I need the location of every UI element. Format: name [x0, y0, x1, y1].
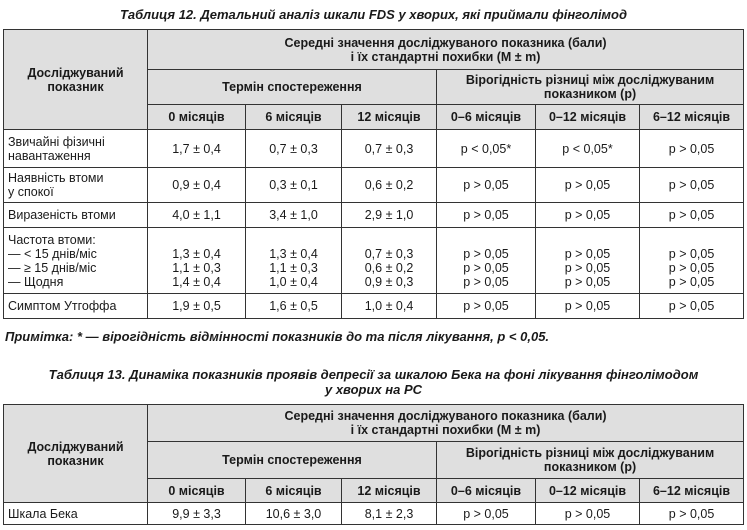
- table-row: [4, 203, 744, 228]
- row-label: Наявність втоми у спокої: [4, 168, 148, 203]
- cell-value: 1,3 ± 0,4 1,1 ± 0,3 1,0 ± 0,4: [246, 228, 342, 294]
- table13: [3, 404, 744, 525]
- table12: [3, 29, 744, 319]
- cell-value: 1,6 ± 0,5: [246, 294, 342, 319]
- cell-value: 0,6 ± 0,2: [342, 168, 437, 203]
- param-header: Досліджуваний показник: [4, 405, 148, 503]
- cell-value: 1,0 ± 0,4: [342, 294, 437, 319]
- cell-value: 8,1 ± 2,3: [342, 503, 437, 525]
- table-row: [4, 168, 744, 203]
- cell-value: 0,7 ± 0,3 0,6 ± 0,2 0,9 ± 0,3: [342, 228, 437, 294]
- row-label: Частота втоми: — < 15 днів/міс — ≥ 15 днів/міс — Щодня: [4, 228, 148, 294]
- cell-value: 0,3 ± 0,1: [246, 168, 342, 203]
- cell-value: p > 0,05: [640, 294, 744, 319]
- cell-value: p < 0,05*: [437, 130, 536, 168]
- col-header: 12 місяців: [342, 105, 437, 130]
- col-header: 12 місяців: [342, 479, 437, 503]
- mean-header: Середні значення досліджуваного показника (бали) і їх стандартні похибки (M ± m): [148, 30, 744, 70]
- cell-value: 4,0 ± 1,1: [148, 203, 246, 228]
- cell-value: p > 0,05: [536, 203, 640, 228]
- cell-value: 1,9 ± 0,5: [148, 294, 246, 319]
- param-header: Досліджуваний показник: [4, 30, 148, 130]
- table13-caption: Таблиця 13. Динаміка показників проявів депресії за шкалою Бека на фоні лікування фінголімодом у хворих на РС: [48, 367, 699, 397]
- cell-value: 1,7 ± 0,4: [148, 130, 246, 168]
- cell-value: p > 0,05: [437, 294, 536, 319]
- cell-value: 0,7 ± 0,3: [246, 130, 342, 168]
- cell-value: p > 0,05: [640, 503, 744, 525]
- cell-value: 0,9 ± 0,4: [148, 168, 246, 203]
- cell-value: p > 0,05: [640, 168, 744, 203]
- row-label: Симптом Утгоффа: [4, 294, 148, 319]
- cell-value: p > 0,05: [536, 503, 640, 525]
- cell-value: 10,6 ± 3,0: [246, 503, 342, 525]
- cell-value: 0,7 ± 0,3: [342, 130, 437, 168]
- cell-value: p > 0,05 p > 0,05 p > 0,05: [437, 228, 536, 294]
- row-label: Виразеність втоми: [4, 203, 148, 228]
- cell-value: 9,9 ± 3,3: [148, 503, 246, 525]
- col-header: 0 місяців: [148, 479, 246, 503]
- col-header: 0–6 місяців: [437, 479, 536, 503]
- col-header: 6 місяців: [246, 479, 342, 503]
- table-row: [4, 294, 744, 319]
- cell-value: p < 0,05*: [536, 130, 640, 168]
- cell-value: p > 0,05: [640, 203, 744, 228]
- cell-value: 3,4 ± 1,0: [246, 203, 342, 228]
- table-row: [4, 228, 744, 294]
- row-label: Звичайні фізичні навантаження: [4, 130, 148, 168]
- col-header: 0–12 місяців: [536, 479, 640, 503]
- term-header: Термін спостереження: [148, 442, 437, 479]
- cell-value: p > 0,05: [437, 168, 536, 203]
- col-header: 6 місяців: [246, 105, 342, 130]
- cell-value: 2,9 ± 1,0: [342, 203, 437, 228]
- col-header: 6–12 місяців: [640, 479, 744, 503]
- col-header: 0 місяців: [148, 105, 246, 130]
- table12-note: Примітка: * — вірогідність відмінності показників до та після лікування, p < 0,05.: [5, 329, 550, 344]
- mean-header: Середні значення досліджуваного показника (бали) і їх стандартні похибки (M ± m): [148, 405, 744, 442]
- table-row: [4, 503, 744, 525]
- table12-caption: Таблиця 12. Детальний аналіз шкали FDS у хворих, які приймали фінголімод: [119, 7, 628, 22]
- row-label: Шкала Бека: [4, 503, 148, 525]
- term-header: Термін спостереження: [148, 70, 437, 105]
- cell-value: p > 0,05: [536, 168, 640, 203]
- prob-header: Вірогідність різниці між досліджуваним показником (p): [437, 442, 744, 479]
- col-header: 6–12 місяців: [640, 105, 744, 130]
- col-header: 0–6 місяців: [437, 105, 536, 130]
- prob-header: Вірогідність різниці між досліджуваним показником (p): [437, 70, 744, 105]
- cell-value: p > 0,05: [536, 294, 640, 319]
- cell-value: 1,3 ± 0,4 1,1 ± 0,3 1,4 ± 0,4: [148, 228, 246, 294]
- cell-value: p > 0,05 p > 0,05 p > 0,05: [536, 228, 640, 294]
- cell-value: p > 0,05: [640, 130, 744, 168]
- cell-value: p > 0,05: [437, 503, 536, 525]
- cell-value: p > 0,05: [437, 203, 536, 228]
- col-header: 0–12 місяців: [536, 105, 640, 130]
- table-row: [4, 130, 744, 168]
- cell-value: p > 0,05 p > 0,05 p > 0,05: [640, 228, 744, 294]
